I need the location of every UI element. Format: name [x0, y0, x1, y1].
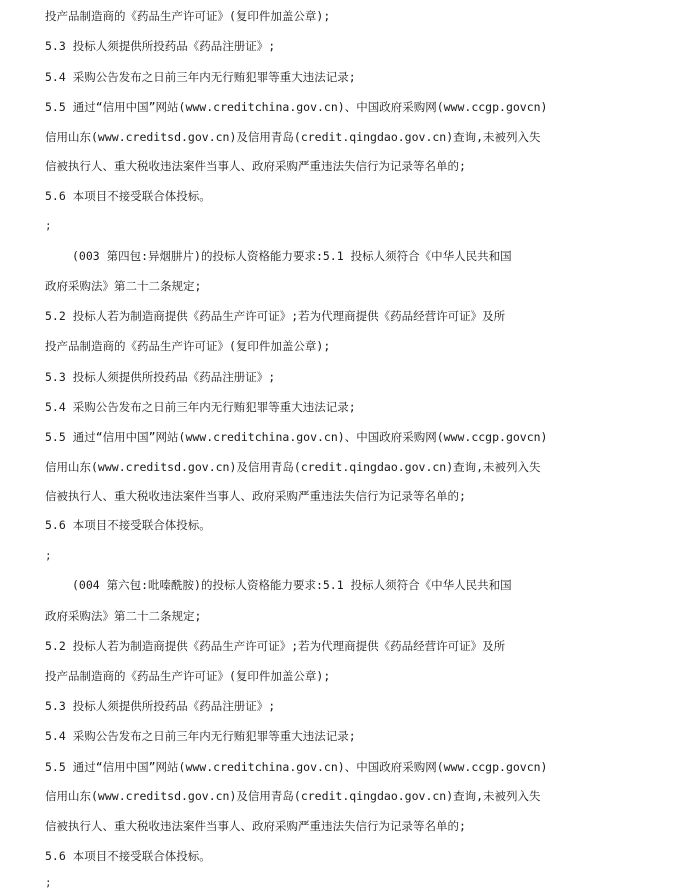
text-line: 信用山东(www.creditsd.gov.cn)及信用青岛(credit.qingdao.gov.cn)查询,未被列入失	[45, 460, 541, 474]
text-line: 投产品制造商的《药品生产许可证》(复印件加盖公章);	[45, 9, 331, 23]
text-line: 政府采购法》第二十二条规定;	[45, 609, 202, 623]
text-line: 5.6 本项目不接受联合体投标。	[45, 189, 211, 203]
text-line: 5.4 采购公告发布之日前三年内无行贿犯罪等重大违法记录;	[45, 400, 356, 414]
text-line: 信用山东(www.creditsd.gov.cn)及信用青岛(credit.qingdao.gov.cn)查询,未被列入失	[45, 789, 541, 803]
text-line: 政府采购法》第二十二条规定;	[45, 279, 202, 293]
separator-mark: ;	[45, 876, 52, 889]
text-line: 5.2 投标人若为制造商提供《药品生产许可证》;若为代理商提供《药品经营许可证》及所	[45, 309, 506, 323]
separator-mark: ;	[45, 549, 52, 562]
section-heading-package-4: (003 第四包:异烟肼片)的投标人资格能力要求:5.1 投标人须符合《中华人民共和国	[72, 249, 512, 263]
text-line: 5.4 采购公告发布之日前三年内无行贿犯罪等重大违法记录;	[45, 70, 356, 84]
text-line: 5.6 本项目不接受联合体投标。	[45, 849, 211, 863]
text-line: 5.5 通过“信用中国”网站(www.creditchina.gov.cn)、中国政府采购网(www.ccgp.govcn)	[45, 100, 548, 114]
text-line: 5.3 投标人须提供所投药品《药品注册证》;	[45, 39, 276, 53]
text-line: 投产品制造商的《药品生产许可证》(复印件加盖公章);	[45, 339, 331, 353]
text-line: 信用山东(www.creditsd.gov.cn)及信用青岛(credit.qingdao.gov.cn)查询,未被列入失	[45, 130, 541, 144]
text-line: 投产品制造商的《药品生产许可证》(复印件加盖公章);	[45, 669, 331, 683]
text-line: 信被执行人、重大税收违法案件当事人、政府采购严重违法失信行为记录等名单的;	[45, 159, 466, 173]
text-line: 5.5 通过“信用中国”网站(www.creditchina.gov.cn)、中国政府采购网(www.ccgp.govcn)	[45, 760, 548, 774]
separator-mark: ;	[45, 219, 52, 232]
text-line: 5.4 采购公告发布之日前三年内无行贿犯罪等重大违法记录;	[45, 729, 356, 743]
text-line: 信被执行人、重大税收违法案件当事人、政府采购严重违法失信行为记录等名单的;	[45, 489, 466, 503]
text-line: 信被执行人、重大税收违法案件当事人、政府采购严重违法失信行为记录等名单的;	[45, 819, 466, 833]
text-line: 5.3 投标人须提供所投药品《药品注册证》;	[45, 699, 276, 713]
text-line: 5.2 投标人若为制造商提供《药品生产许可证》;若为代理商提供《药品经营许可证》及所	[45, 639, 506, 653]
text-line: 5.5 通过“信用中国”网站(www.creditchina.gov.cn)、中国政府采购网(www.ccgp.govcn)	[45, 430, 548, 444]
section-heading-package-6: (004 第六包:吡嗪酰胺)的投标人资格能力要求:5.1 投标人须符合《中华人民共和国	[72, 578, 512, 592]
text-line: 5.6 本项目不接受联合体投标。	[45, 518, 211, 532]
text-line: 5.3 投标人须提供所投药品《药品注册证》;	[45, 370, 276, 384]
